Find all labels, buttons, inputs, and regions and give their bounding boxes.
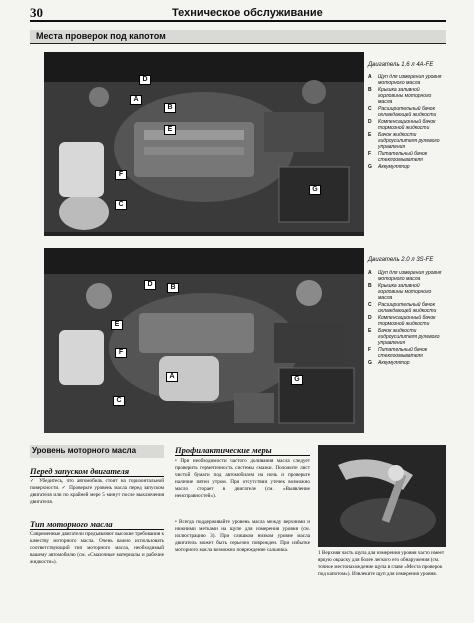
engine2-legend-text: Аккумулятор — [378, 359, 410, 366]
engine1-legend-item — [368, 164, 446, 170]
oil-type-text: Современные двигатели предъявляют высокие требования к качеству моторного масла. Очень важно использовать соответствующий тип моторного масла, необходимый вашему автомобилю (см. «Смазочные материалы и рабочие жидкости»). — [30, 531, 164, 565]
engine2-legend-key: F — [368, 346, 372, 353]
engine2-callout-b: B — [167, 283, 179, 293]
engine1-callout-c: C — [115, 200, 127, 210]
before-start-text: ✓ Убедитесь, что автомобиль стоит на горизонтальной поверхности. ✓ Проверьте уровень масла перед запуском двигателя или по крайней мере 5 минут после выключения двигателя. — [30, 478, 164, 505]
engine1-legend-text: Компенсационный бачок тормозной жидкости — [378, 118, 436, 132]
engine2-legend-key: A — [368, 270, 372, 276]
oil-level-bar — [30, 445, 164, 458]
engine2-callout-d: D — [144, 280, 156, 290]
precautions-text-2: • Всегда поддерживайте уровень масла между верхними и нижними метками на щупе для измерения уровня (см. иллюстрацию 3). При слишком низком уровне масла двигатель может быть серьезно поврежден. При избытке моторного масла возможно повреждение сальника. — [175, 519, 310, 553]
engine1-legend-item — [368, 132, 446, 151]
engine2-callout-g: G — [291, 375, 303, 385]
engine1-legend-item — [368, 106, 446, 118]
engine1-photo — [44, 52, 364, 236]
engine2-legend-key: D — [368, 314, 372, 321]
engine1-legend-key: C — [368, 106, 372, 113]
engine1-legend-item — [368, 87, 446, 106]
engine2-callout-c: C — [113, 396, 125, 406]
engine2-legend-text: Питательный бачок стеклоомывателя — [378, 346, 428, 360]
page-title: Техническое обслуживание — [172, 7, 323, 19]
engine1-legend-text: Аккумулятор — [378, 163, 410, 170]
engine1-callout-f: F — [115, 170, 127, 180]
engine2-legend-item — [368, 360, 446, 366]
engine1-legend-text: Питательный бачок стеклоомывателя — [378, 150, 428, 164]
engine1-title: Двигатель 1.6 л 4A-FE — [368, 62, 434, 68]
engine2-legend-key: C — [368, 302, 372, 309]
engine2-legend-text: Компенсационный бачок тормозной жидкости — [378, 314, 436, 328]
section-title: Места проверок под капотом — [36, 31, 166, 41]
engine2-legend-item — [368, 315, 446, 327]
precautions-heading: Профилактические меры — [175, 445, 310, 456]
engine1-legend-item — [368, 119, 446, 131]
engine1-callout-e: E — [164, 125, 176, 135]
engine1-callout-a: A — [130, 95, 142, 105]
engine1-legend-key: G — [368, 163, 372, 170]
engine1-legend — [368, 74, 446, 171]
oil-type-heading: Тип моторного масла — [30, 519, 164, 530]
engine1-legend-key: F — [368, 150, 372, 157]
engine2-callout-f: F — [115, 348, 127, 358]
engine2-legend — [368, 270, 446, 367]
precautions-text-1: • При необходимости частого доливания масла следует проверить герметичность системы смазки. Положите лист чистой бумаги под автомобилем на ночь и проверьте наличие пятен утром. При отсутствии утечек возможно масло сгорает в двигателе (см. «Выявление неисправностей»). — [175, 458, 310, 499]
engine1-legend-text: Щуп для измерения уровня моторного масла — [378, 74, 442, 87]
engine2-legend-text: Щуп для измерения уровня моторного масла — [378, 270, 442, 283]
engine2-callout-a: A — [166, 372, 178, 382]
engine2-title: Двигатель 2.0 л 3S-FE — [368, 257, 434, 263]
engine2-legend-key: E — [368, 327, 372, 334]
oil-level-title: Уровень моторного масла — [32, 446, 137, 455]
page-header — [30, 4, 446, 22]
engine1-legend-text: Расширительный бачок охлаждающей жидкости — [378, 106, 437, 119]
engine1-legend-key: E — [368, 131, 372, 138]
engine1-illustration — [44, 52, 364, 236]
engine2-callout-e: E — [111, 320, 123, 330]
engine2-legend-key: G — [368, 359, 372, 366]
engine2-legend-text: Расширительный бачок охлаждающей жидкости — [378, 302, 437, 315]
engine2-legend-item — [368, 283, 446, 302]
engine1-callout-d: D — [139, 75, 151, 85]
dipstick-illustration — [318, 445, 446, 547]
manual-page — [30, 0, 446, 623]
engine2-legend-item — [368, 302, 446, 314]
engine2-illustration — [44, 248, 364, 433]
dipstick-caption: 1 Верхняя часть щупа для измерения уровня часто имеет яркую окраску для более легкого его обнаружения (см. точное местонахождение щупа в главе «Места проверок под капотом»). Извлеките щуп для измерения уровня. — [318, 550, 445, 577]
engine1-callout-b: B — [164, 103, 176, 113]
engine1-legend-text: Бачок жидкости гидроусилителя рулевого управления — [378, 131, 440, 151]
engine2-legend-item — [368, 270, 446, 282]
engine1-legend-key: D — [368, 118, 372, 125]
engine2-legend-key: B — [368, 282, 372, 289]
section-bar — [30, 30, 446, 44]
engine2-photo — [44, 248, 364, 433]
engine1-legend-key: B — [368, 86, 372, 93]
engine1-legend-item — [368, 74, 446, 86]
engine2-legend-item — [368, 328, 446, 347]
page-number: 30 — [30, 5, 43, 20]
engine2-legend-text: Бачок жидкости гидроусилителя рулевого управления — [378, 327, 440, 347]
engine1-legend-key: A — [368, 74, 372, 80]
before-start-heading: Перед запуском двигателя — [30, 466, 164, 477]
dipstick-photo — [318, 445, 446, 547]
engine2-legend-text: Крышка заливной горловины моторного масла — [378, 282, 432, 302]
engine1-legend-item — [368, 151, 446, 163]
engine1-callout-g: G — [309, 185, 321, 195]
engine1-legend-text: Крышка заливной горловины моторного масла — [378, 86, 432, 106]
engine2-legend-item — [368, 347, 446, 359]
